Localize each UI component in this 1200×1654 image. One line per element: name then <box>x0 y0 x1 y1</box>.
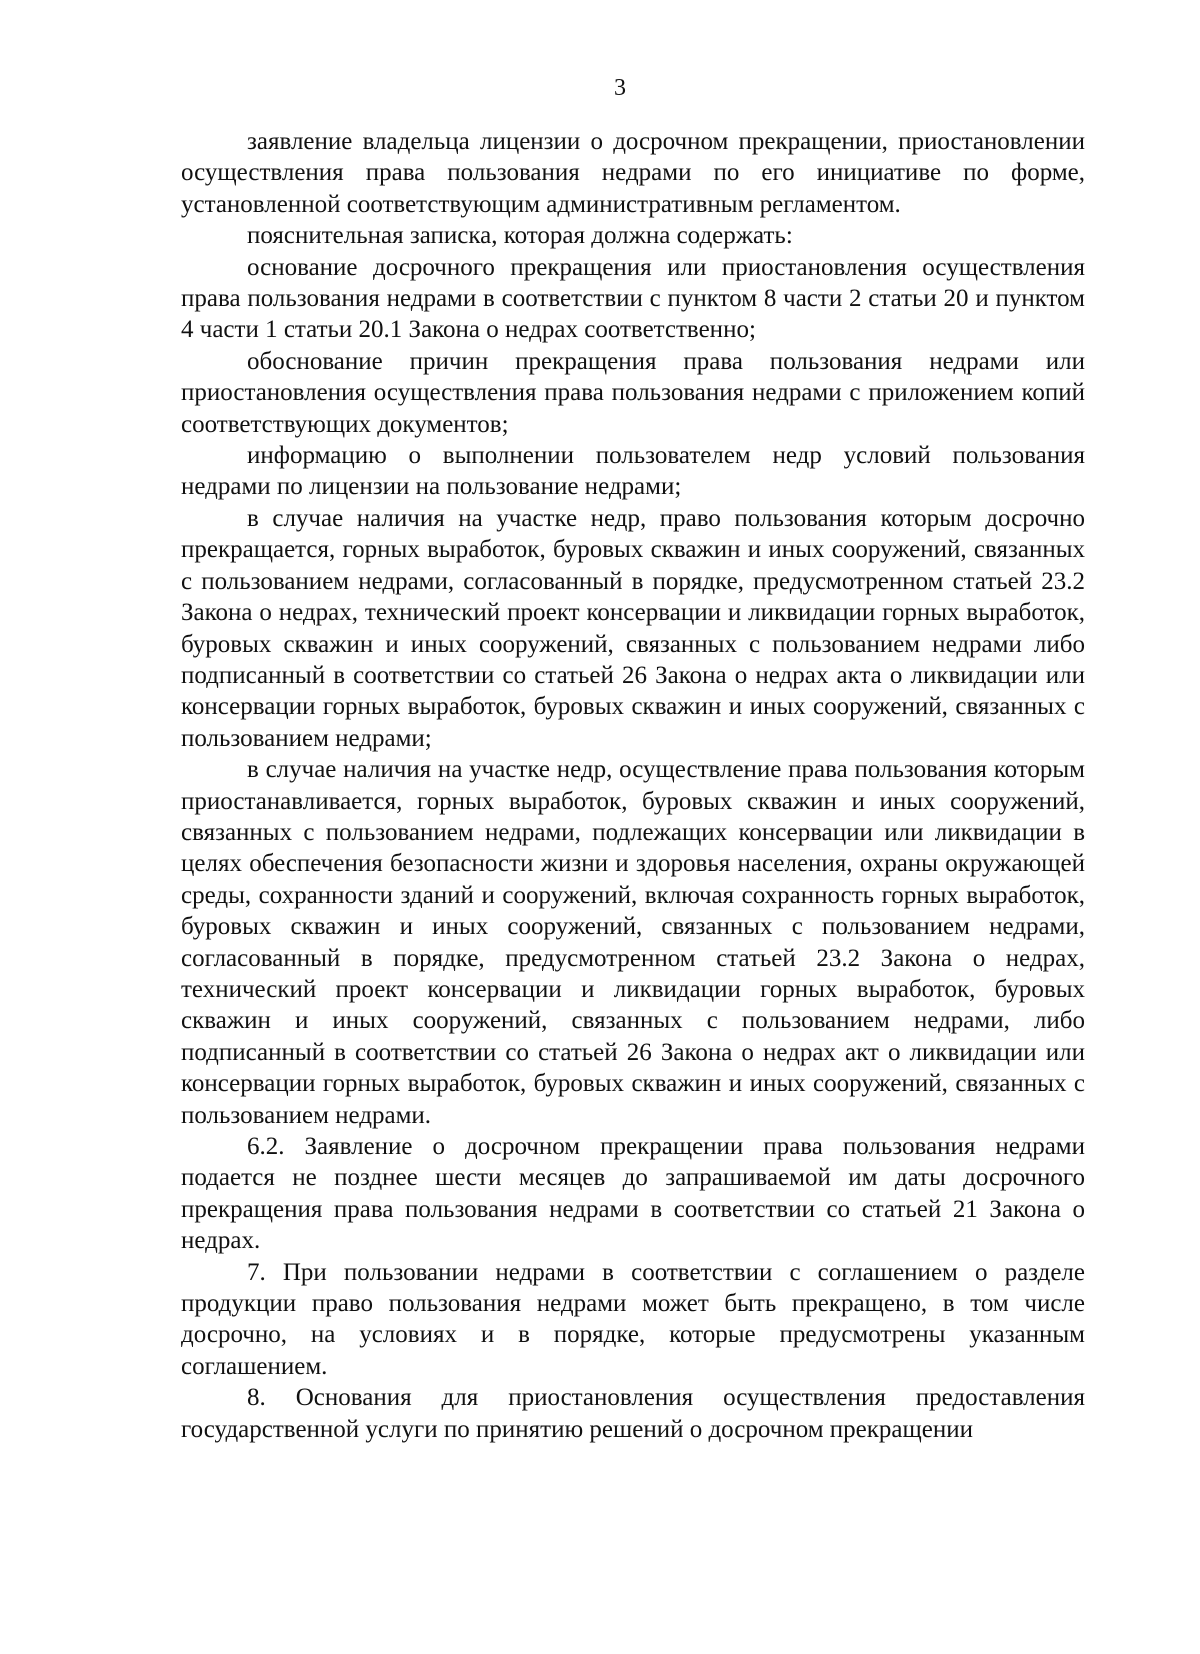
paragraph-basis: основание досрочного прекращения или приостановления осуществления права пользования недрами в соответствии с пунктом 8 части 2 статьи 20 и пунктом 4 части 1 статьи 20.1 Закона о недрах соответственно; <box>181 253 1085 344</box>
paragraph-application: заявление владельца лицензии о досрочном прекращении, приостановлении осуществления права пользования недрами по его инициативе по форме, установленной соответствующим административным регламентом. <box>181 128 1085 218</box>
paragraph-suspension-workings: в случае наличия на участке недр, осуществление права пользования которым приостанавливается, горных выработок, буровых скважин и иных сооружений, связанных с пользованием недрами, подлежащих консервации или ликвидации в целях обеспечения безопасности жизни и здоровья населения, охраны окружающей среды, сохранности зданий и сооружений, включая сохранность горных выработок, буровых скважин и иных сооружений, связанных с пользованием недрами, согласованный в порядке, предусмотренном статьей 23.2 Закона о недрах, технический проект консервации и ликвидации горных выработок, буровых скважин и иных сооружений, связанных с пользованием недрами, либо подписанный в соответствии со статьей 26 Закона о недрах акт о ликвидации или консервации горных выработок, буровых скважин и иных сооружений, связанных с пользованием недрами. <box>181 756 1085 1129</box>
document-body <box>181 126 1085 1445</box>
paragraph-justification: обоснование причин прекращения права пользования недрами или приостановления осуществления права пользования недрами с приложением копий соответствующих документов; <box>181 347 1085 438</box>
page-number: 3 <box>614 75 626 101</box>
paragraph-explanatory-note: пояснительная записка, которая должна содержать: <box>247 222 793 250</box>
paragraph-compliance-info: информацию о выполнении пользователем недр условий пользования недрами по лицензии на пользование недрами; <box>181 442 1085 501</box>
paragraph-8: 8. Основания для приостановления осуществления предоставления государственной услуги по принятию решений о досрочном прекращении <box>181 1384 1085 1443</box>
paragraph-termination-workings: в случае наличия на участке недр, право пользования которым досрочно прекращается, горных выработок, буровых скважин и иных сооружений, связанных с пользованием недрами, согласованный в порядке, предусмотренном статьей 23.2 Закона о недрах, технический проект консервации и ликвидации горных выработок, буровых скважин и иных сооружений, связанных с пользованием недрами либо подписанный в соответствии со статьей 26 Закона о недрах акта о ликвидации или консервации горных выработок, буровых скважин и иных сооружений, связанных с пользованием недрами; <box>181 504 1085 752</box>
paragraph-6-2: 6.2. Заявление о досрочном прекращении права пользования недрами подается не позднее шести месяцев до запрашиваемой им даты досрочного прекращения права пользования недрами в соответствии со статьей 21 Закона о недрах. <box>181 1133 1085 1255</box>
paragraph-7: 7. При пользовании недрами в соответствии с соглашением о разделе продукции право пользования недрами может быть прекращено, в том числе досрочно, на условиях и в порядке, которые предусмотрены указанным соглашением. <box>181 1258 1085 1380</box>
